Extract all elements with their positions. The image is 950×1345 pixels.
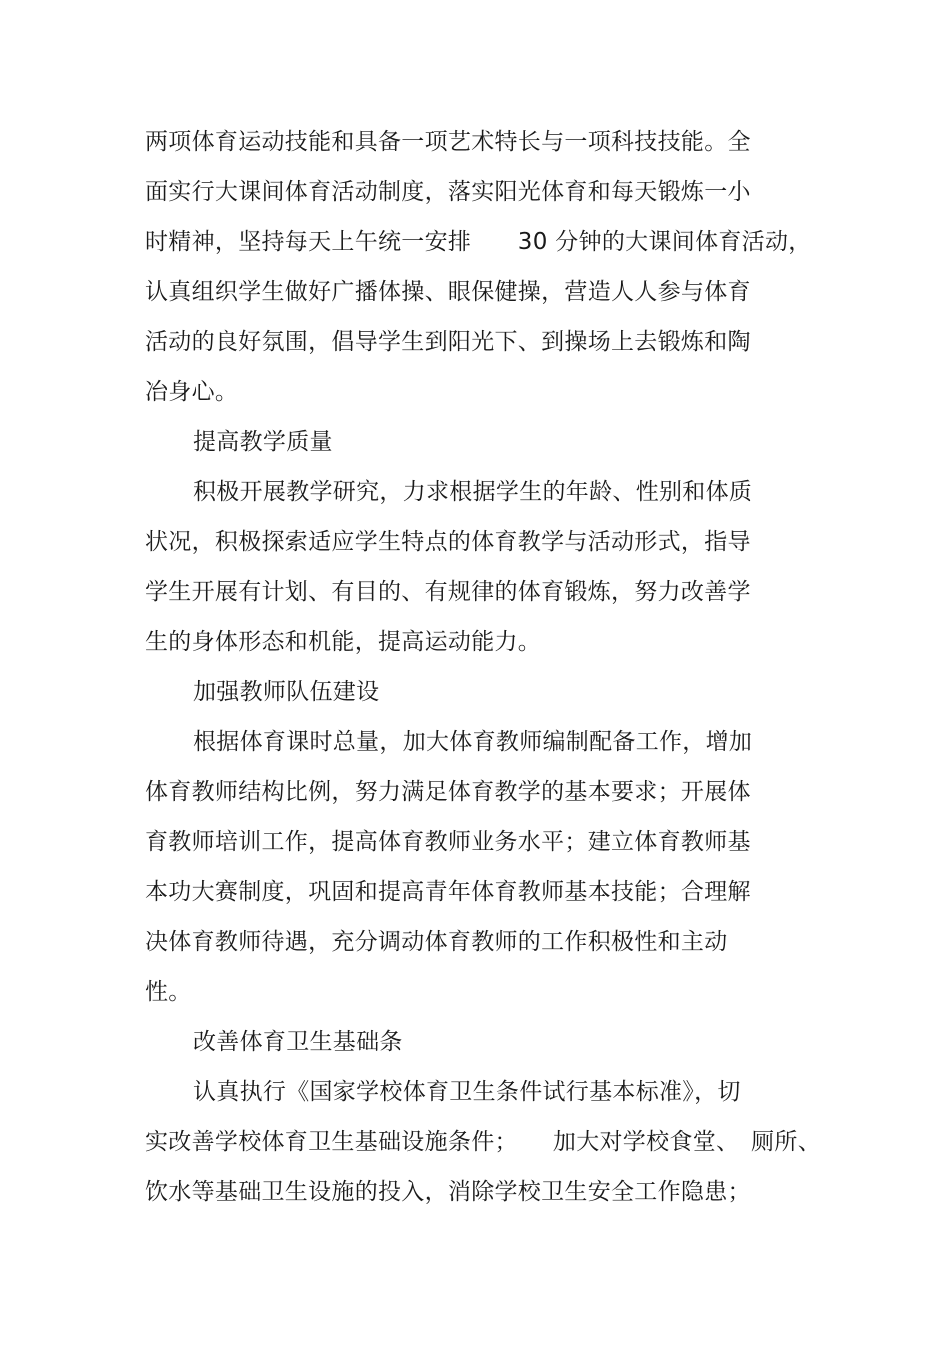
paragraph-3-line-4: 本功大赛制度，巩固和提高青年体育教师基本技能；合理解 [145, 879, 751, 905]
paragraph-1-line-2: 面实行大课间体育活动制度，落实阳光体育和每天锻炼一小 [145, 179, 751, 205]
paragraph-3-line-3: 育教师培训工作，提高体育教师业务水平；建立体育教师基 [145, 829, 751, 855]
paragraph-4-line-3: 饮水等基础卫生设施的投入，消除学校卫生安全工作隐患； [145, 1179, 751, 1205]
paragraph-1-line-6: 冶身心。 [145, 379, 239, 405]
paragraph-2-line-4: 生的身体形态和机能，提高运动能力。 [145, 629, 542, 655]
paragraph-1-line-5: 活动的良好氛围，倡导学生到阳光下、到操场上去锻炼和陶 [145, 329, 751, 355]
paragraph-3-line-1: 根据体育课时总量，加大体育教师编制配备工作，增加 [193, 729, 753, 755]
paragraph-1-line-3: 时精神，坚持每天上午统一安排 30 分钟的大课间体育活动， [145, 229, 812, 255]
section-heading-teacher-team: 加强教师队伍建设 [193, 679, 380, 705]
paragraph-3-line-2: 体育教师结构比例，努力满足体育教学的基本要求；开展体 [145, 779, 751, 805]
paragraph-2-line-2: 状况，积极探索适应学生特点的体育教学与活动形式，指导 [145, 529, 751, 555]
paragraph-4-line-2: 实改善学校体育卫生基础设施条件； 加大对学校食堂、 厕所、 [145, 1129, 821, 1155]
paragraph-2-line-1: 积极开展教学研究，力求根据学生的年龄、性别和体质 [193, 479, 753, 505]
paragraph-2-line-3: 学生开展有计划、有目的、有规律的体育锻炼，努力改善学 [145, 579, 751, 605]
paragraph-4-line-1: 认真执行《国家学校体育卫生条件试行基本标准》，切 [193, 1079, 741, 1105]
paragraph-3-line-6: 性。 [145, 979, 192, 1005]
paragraph-1-line-4: 认真组织学生做好广播体操、眼保健操，营造人人参与体育 [145, 279, 751, 305]
paragraph-1-line-1: 两项体育运动技能和具备一项艺术特长与一项科技技能。全 [145, 129, 751, 155]
section-heading-health-facilities: 改善体育卫生基础条 [193, 1029, 403, 1055]
paragraph-3-line-5: 决体育教师待遇，充分调动体育教师的工作积极性和主动 [145, 929, 728, 955]
section-heading-teaching-quality: 提高教学质量 [193, 429, 333, 455]
